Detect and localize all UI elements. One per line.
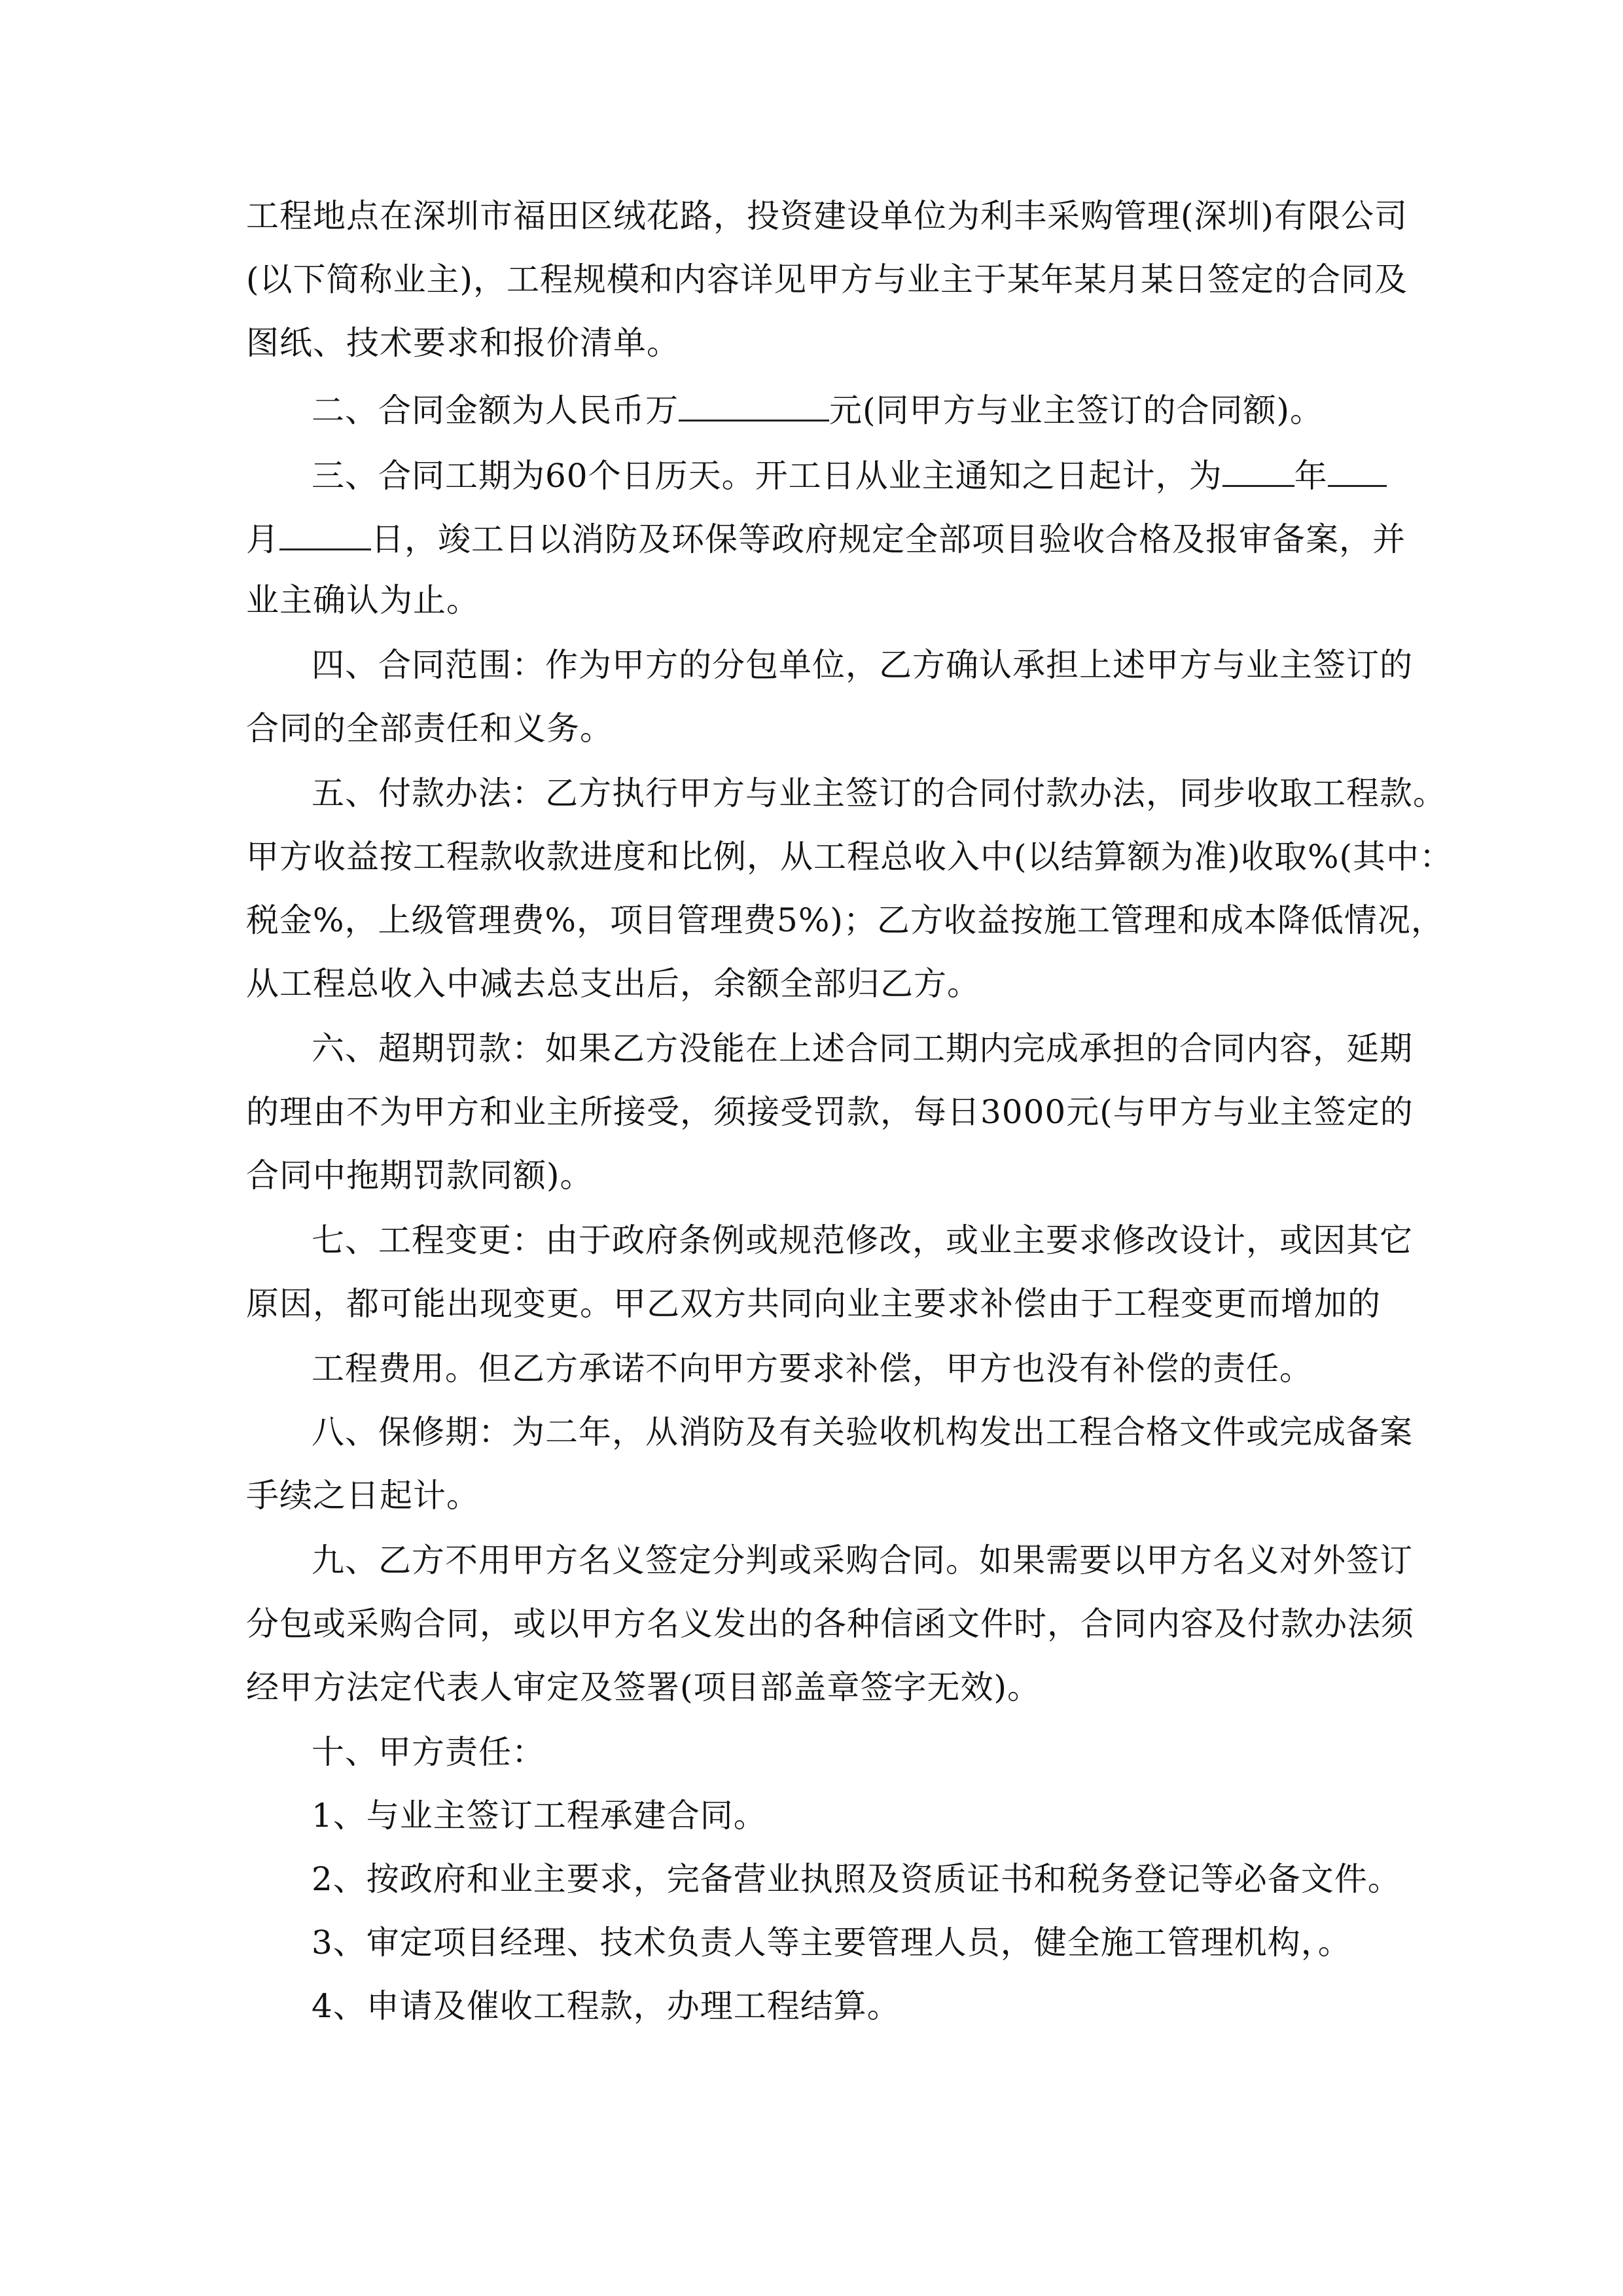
line-text: 经甲方法定代表人审定及签署(项目部盖章签字无效)。: [246, 1668, 1041, 1706]
clause-8-line: [312, 1412, 1413, 1452]
line-text: 税金%，上级管理费%，项目管理费5%)；乙方收益按施工管理和成本降低情况，: [246, 901, 1444, 939]
line-text: 日，竣工日以消防及环保等政府规定全部项目验收合格及报审备案，并: [371, 520, 1406, 558]
text-line: [246, 1156, 594, 1195]
line-text: 工程费用。但乙方承诺不向甲方要求补偿，甲方也没有补偿的责任。: [312, 1350, 1313, 1388]
line-text: 从工程总收入中减去总支出后，余额全部归乙方。: [246, 965, 980, 1003]
line-text: 九、乙方不用甲方名义签定分判或采购合同。如果需要以甲方名义对外签订: [312, 1541, 1413, 1579]
text-line: [246, 196, 1408, 236]
line-text: 合同的全部责任和义务。: [246, 709, 613, 747]
line-text: 二、合同金额为人民币万: [312, 391, 679, 429]
start-day-blank: [279, 517, 371, 550]
line-text: 原因，都可能出现变更。甲乙双方共同向业主要求补偿由于工程变更而增加的: [246, 1285, 1381, 1323]
line-text: (以下简称业主)，工程规模和内容详见甲方与业主于某年某月某日签定的合同及: [246, 260, 1408, 298]
text-line: [246, 837, 1453, 876]
line-text: 年: [1294, 457, 1328, 495]
line-text: 元(同甲方与业主签订的合同额)。: [829, 391, 1324, 429]
text-line: [246, 1284, 1381, 1323]
text-line: [246, 1476, 480, 1515]
start-month-blank: [1328, 454, 1387, 487]
text-line: [246, 517, 1406, 556]
line-text: 十、甲方责任：: [312, 1733, 545, 1771]
line-text: 月: [246, 520, 279, 558]
text-line: [246, 1604, 1414, 1643]
line-text: 四、合同范围：作为甲方的分包单位，乙方确认承担上述甲方与业主签订的: [312, 646, 1413, 684]
clause-5-line: [312, 774, 1446, 813]
line-text: 4、申请及催收工程款，办理工程结算。: [312, 1987, 901, 2025]
text-line: [312, 1349, 1313, 1388]
clause-6-line: [312, 1029, 1413, 1068]
line-text: 三、合同工期为60个日历天。开工日从业主通知之日起计，为: [312, 457, 1222, 495]
list-item: [312, 1796, 767, 1835]
line-text: 图纸、技术要求和报价清单。: [246, 324, 680, 362]
clause-2-line: [312, 388, 1323, 427]
amount-blank: [679, 388, 829, 422]
clause-9-line: [312, 1541, 1413, 1580]
line-text: 1、与业主签订工程承建合同。: [312, 1797, 767, 1835]
line-text: 合同中拖期罚款同额)。: [246, 1157, 594, 1194]
text-line: [246, 964, 980, 1003]
line-text: 的理由不为甲方和业主所接受，须接受罚款，每日3000元(与甲方与业主签定的: [246, 1093, 1414, 1131]
line-text: 六、超期罚款：如果乙方没能在上述合同工期内完成承担的合同内容，延期: [312, 1030, 1413, 1067]
line-text: 五、付款办法：乙方执行甲方与业主签订的合同付款办法，同步收取工程款。: [312, 774, 1446, 812]
line-text: 甲方收益按工程款收款进度和比例，从工程总收入中(以结算额为准)收取%(其中：: [246, 838, 1454, 876]
line-text: 3、审定项目经理、技术负责人等主要管理人员，健全施工管理机构，。: [312, 1924, 1351, 1962]
list-item: [312, 1986, 901, 2026]
line-text: 工程地点在深圳市福田区绒花路，投资建设单位为利丰采购管理(深圳)有限公司: [246, 197, 1408, 235]
text-line: [246, 1668, 1041, 1707]
clause-7-line: [312, 1221, 1413, 1260]
text-line: [246, 323, 680, 363]
text-line: [246, 709, 613, 748]
start-year-blank: [1222, 454, 1294, 487]
clause-3-line: [312, 454, 1387, 493]
line-text: 八、保修期：为二年，从消防及有关验收机构发出工程合格文件或完成备案: [312, 1413, 1413, 1451]
line-text: 业主确认为止。: [246, 581, 480, 619]
clause-10-heading: [312, 1732, 545, 1772]
line-text: 分包或采购合同，或以甲方名义发出的各种信函文件时，合同内容及付款办法须: [246, 1605, 1414, 1643]
clause-4-line: [312, 645, 1413, 685]
list-item: [312, 1923, 1351, 1962]
text-line: [246, 581, 480, 620]
line-text: 七、工程变更：由于政府条例或规范修改，或业主要求修改设计，或因其它: [312, 1221, 1413, 1259]
text-line: [246, 901, 1444, 940]
list-item: [312, 1859, 1401, 1899]
line-text: 2、按政府和业主要求，完备营业执照及资质证书和税务登记等必备文件。: [312, 1860, 1401, 1898]
line-text: 手续之日起计。: [246, 1477, 480, 1515]
text-line: [246, 260, 1408, 299]
text-line: [246, 1092, 1414, 1132]
